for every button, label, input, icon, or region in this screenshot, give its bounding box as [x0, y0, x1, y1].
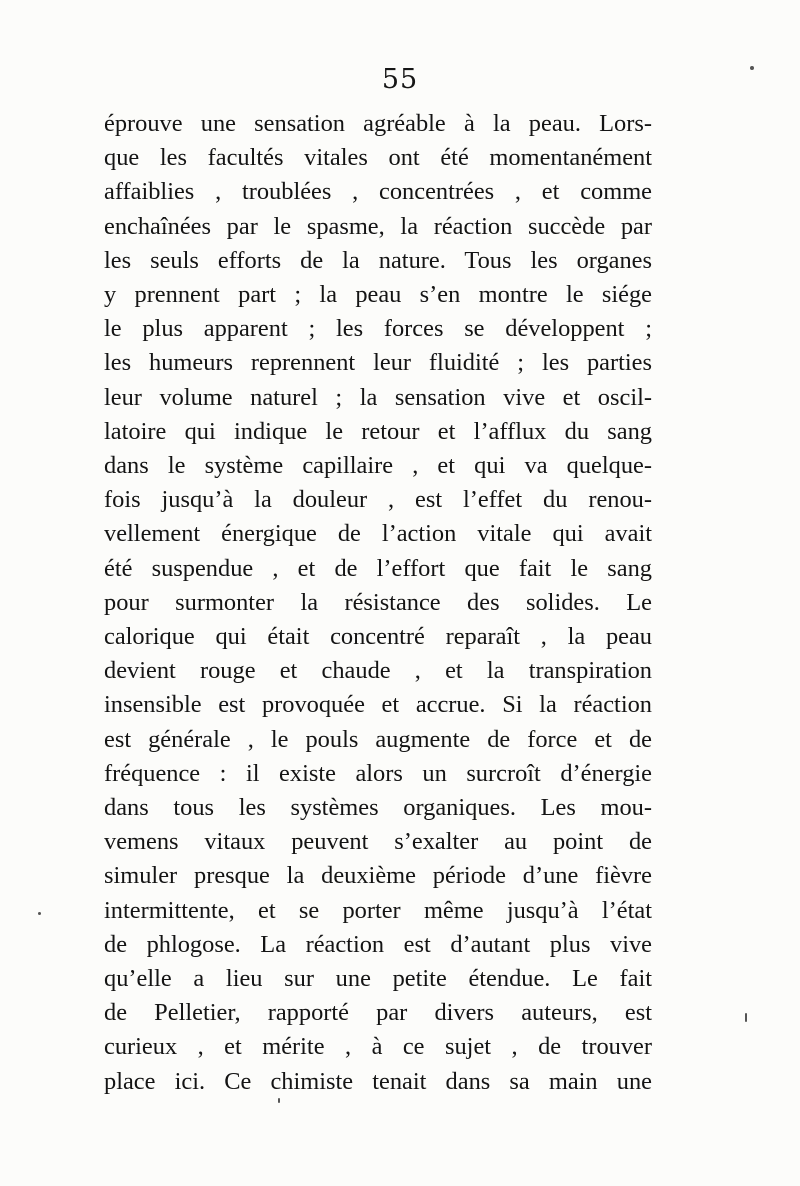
text-line: dans tous les systèmes organiques. Les mou-: [104, 794, 652, 821]
text-line: y prennent part ; la peau s’en montre le siége: [104, 281, 652, 308]
page-number: 55: [381, 64, 419, 95]
text-line: simuler presque la deuxième période d’une fièvre: [104, 862, 652, 890]
text-line: affaiblies , troublées , concentrées , et comme: [104, 178, 652, 206]
text-line: curieux , et mérite , à ce sujet , de trouver: [104, 1033, 652, 1061]
text-line: été suspendue , et de l’effort que fait le sang: [104, 554, 652, 582]
text-line: dans le système capillaire , et qui va quelque-: [104, 452, 652, 479]
text-line: calorique qui était concentré reparaît , la peau: [104, 623, 652, 650]
text-line: fois jusqu’à la douleur , est l’effet du renou-: [104, 486, 652, 514]
text-line: vemens vitaux peuvent s’exalter au point de: [104, 828, 652, 856]
text-line: devient rouge et chaude , et la transpiration: [104, 657, 652, 685]
text-line: latoire qui indique le retour et l’afflux du sang: [104, 417, 652, 445]
text-line: le plus apparent ; les forces se développent ;: [104, 315, 652, 343]
text-line: insensible est provoquée et accrue. Si la réaction: [104, 691, 652, 719]
text-line: vellement énergique de l’action vitale qui avait: [104, 520, 652, 548]
text-line: enchaînées par le spasme, la réaction succède par: [104, 212, 652, 240]
text-line: éprouve une sensation agréable à la peau. Lors-: [104, 110, 652, 137]
text-line: les seuls efforts de la nature. Tous les organes: [104, 246, 652, 274]
text-line: pour surmonter la résistance des solides. Le: [104, 588, 652, 616]
text-line: intermittente, et se porter même jusqu’à l’état: [104, 896, 652, 924]
text-line: les humeurs reprennent leur fluidité ; les parties: [104, 349, 652, 377]
text-line: que les facultés vitales ont été momentanément: [104, 144, 652, 172]
text-line: est générale , le pouls augmente de force et de: [104, 725, 652, 753]
text-line: de phlogose. La réaction est d’autant plus vive: [104, 930, 652, 958]
text-line: qu’elle a lieu sur une petite étendue. Le fait: [104, 965, 652, 992]
text-line: place ici. Ce chimiste tenait dans sa main une: [104, 1067, 652, 1095]
paper-speck: [278, 1098, 280, 1103]
text-line: leur volume naturel ; la sensation vive et oscil-: [104, 383, 652, 411]
paper-speck: [750, 66, 754, 70]
paper-speck: [38, 912, 41, 915]
text-line: fréquence : il existe alors un surcroît d’énergie: [104, 759, 652, 787]
paper-speck: [745, 1013, 747, 1022]
text-line: de Pelletier, rapporté par divers auteurs, est: [104, 999, 652, 1027]
